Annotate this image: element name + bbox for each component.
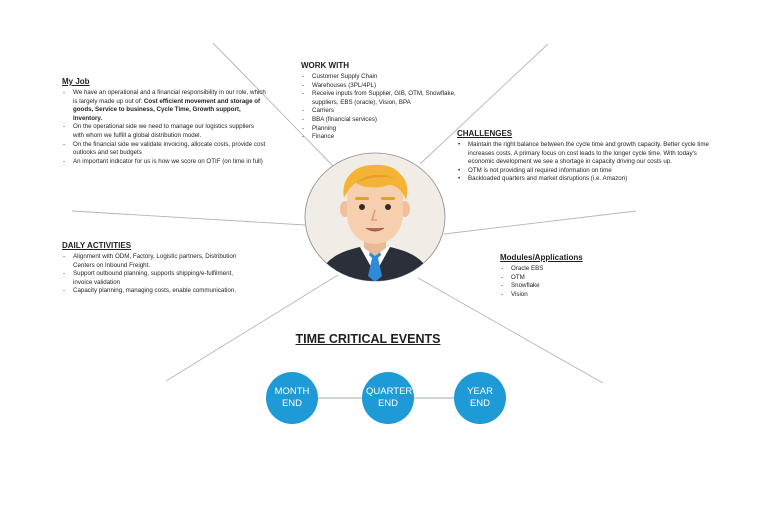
work-with-heading: WORK WITH bbox=[301, 61, 349, 70]
work-with-list bbox=[301, 73, 467, 142]
modules-item: - Vision bbox=[500, 291, 620, 300]
work-with-section bbox=[301, 61, 467, 142]
event-month-end bbox=[266, 372, 318, 424]
modules-heading: Modules/Applications bbox=[500, 253, 583, 262]
my-job-heading: My Job bbox=[62, 77, 90, 86]
challenges-heading: CHALLENGES bbox=[457, 129, 513, 138]
event-label-line1: QUARTER bbox=[366, 386, 413, 397]
connector-line-daily bbox=[72, 211, 305, 225]
businessman-avatar-icon bbox=[304, 152, 446, 282]
my-job-item: - On the operational side we need to manage our logistics suppliers with whom we fulfill a global distribution model. bbox=[62, 123, 266, 140]
my-job-section bbox=[62, 77, 266, 166]
work-with-item: - Finance bbox=[301, 133, 467, 142]
challenges-list bbox=[457, 141, 719, 184]
daily-activities-list bbox=[62, 253, 238, 296]
modules-section bbox=[500, 253, 620, 299]
modules-item: - Snowflake bbox=[500, 282, 620, 291]
event-label-line1: YEAR bbox=[467, 386, 493, 397]
work-with-item: - Warehouses (3PL/4PL) bbox=[301, 82, 467, 91]
challenges-item: • OTM is not providing all required information on time bbox=[457, 167, 719, 176]
work-with-item: - Receive inputs from Supplier, GIB, OTM, Snowflake, suppliers, EBS (oracle), Vision, BPA bbox=[301, 90, 467, 107]
modules-item: - Oracle EBS bbox=[500, 265, 620, 274]
daily-activities-item: - Support outbound planning, supports shipping/e-fulfilment, invoice validation bbox=[62, 270, 238, 287]
daily-activities-heading: DAILY ACTIVITIES bbox=[62, 241, 132, 250]
my-job-list bbox=[62, 89, 266, 166]
modules-item: - OTM bbox=[500, 274, 620, 283]
event-label-line2: END bbox=[469, 398, 491, 409]
event-label-line1: MONTH bbox=[274, 386, 310, 397]
daily-activities-item: - Capacity planning, managing costs, enable communication. bbox=[62, 287, 238, 296]
daily-activities-item: - Alignment with ODM, Factory, Logistic partners, Distribution Centers on Inbound Freight. bbox=[62, 253, 238, 270]
event-quarter-end bbox=[362, 372, 414, 424]
event-year-end bbox=[454, 372, 506, 424]
my-job-item: - On the financial side we validate invoicing, allocate costs, provide cost outlooks and set budgets bbox=[62, 141, 266, 158]
challenges-item: • Backloaded quarters and market disruptions (i.e. Amazon) bbox=[457, 175, 719, 184]
work-with-item: - BBA (financial services) bbox=[301, 116, 467, 125]
my-job-item: - We have an operational and a financial responsibility in our role, which is largely made up out of: Cost efficient movement and storage of goods, Service to business, Cycle Time, Growth support, Inventory. bbox=[62, 89, 266, 123]
event-label-line2: END bbox=[377, 398, 399, 409]
connector-line-challenges bbox=[444, 211, 636, 234]
work-with-item: - Planning bbox=[301, 125, 467, 134]
time-critical-title: TIME CRITICAL EVENTS bbox=[295, 332, 441, 346]
modules-list bbox=[500, 265, 620, 299]
challenges-item: • Maintain the right balance between the cycle time and growth capacity. Better cycle time increases costs. A primary focus on cost leads to the longer cycle time. With today's economic development we see a shortage in capacity driving our costs up. bbox=[457, 141, 719, 167]
work-with-item: - Carriers bbox=[301, 107, 467, 116]
work-with-item: - Customer Supply Chain bbox=[301, 73, 467, 82]
daily-activities-section bbox=[62, 241, 238, 296]
my-job-item: - An important indicator for us is how we score on OTIF (on time in full) bbox=[62, 158, 266, 167]
persona-avatar bbox=[304, 152, 446, 282]
challenges-section bbox=[457, 129, 719, 184]
event-label-line2: END bbox=[281, 398, 303, 409]
